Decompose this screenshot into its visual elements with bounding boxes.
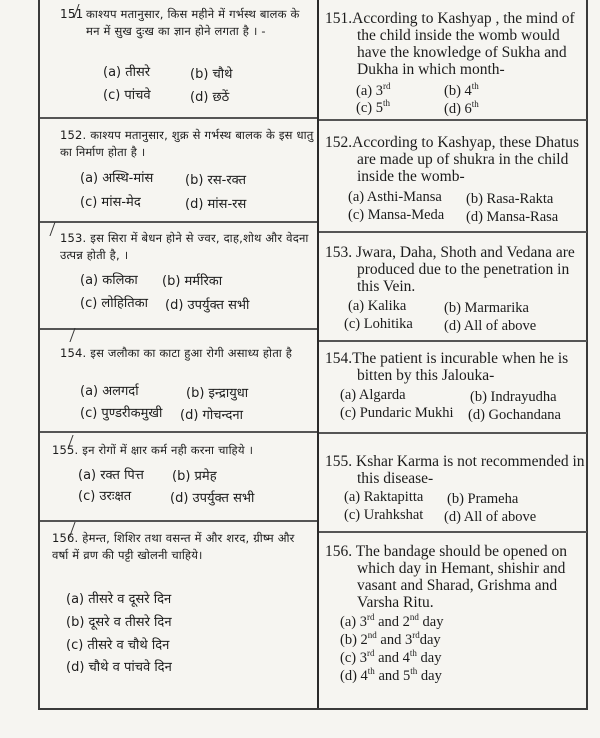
- english-option-a: (a) Raktapitta: [344, 489, 424, 505]
- hindi-option-a: (a) अस्थि-मांस: [80, 171, 154, 186]
- english-question-text: 153. Jwara, Daha, Shoth and Vedana are produced due to the penetration in this Vein.: [325, 244, 575, 295]
- english-question-text: 156. The bandage should be opened on which day in Hemant, shishir and vasant and Sharad, Grishma and Varsha Ritu.: [325, 543, 568, 611]
- english-option-d: (d) All of above: [444, 318, 537, 334]
- english-option-c: (c) Urahkshat: [344, 507, 424, 523]
- hindi-option-b: (b) इन्द्रायुधा: [186, 386, 249, 401]
- hindi-question-text: 153. इस सिरा में बेधन होने से ज्वर, दाह,शोथ और वेदना उत्पन्न होती है, ।: [60, 231, 309, 262]
- hindi-option-d: (d) छठें: [190, 90, 230, 105]
- english-option-c: (c) Pundaric Mukhi: [340, 405, 454, 421]
- english-option-c: (c) 5th: [356, 98, 390, 116]
- english-option-d: (d) All of above: [444, 509, 537, 525]
- hindi-option-a: (a) अलगर्दा: [80, 384, 139, 399]
- separator: [40, 431, 317, 433]
- english-question-text: 154.The patient is incurable when he is bitten by this Jalouka-: [325, 350, 569, 384]
- hindi-option-d: (d) मांस-रस: [185, 197, 247, 212]
- hindi-question-text: 154. इस जलौका का काटा हुआ रोगी असाध्य होता है: [60, 346, 293, 360]
- hindi-option-b: (b) रस-रक्त: [185, 173, 247, 188]
- separator: [319, 340, 587, 342]
- english-question-text: 155. Kshar Karma is not recommended in this disease-: [325, 453, 585, 487]
- english-option-b: (b) 4th: [444, 81, 479, 99]
- english-option-a: (a) Asthi-Mansa: [348, 189, 442, 205]
- hindi-option-a: (a) तीसरे व दूसरे दिन: [66, 592, 172, 607]
- hindi-option-b: (b) दूसरे व तीसरे दिन: [66, 615, 172, 630]
- left-border: [38, 0, 40, 710]
- english-option-c: (c) Mansa-Meda: [348, 207, 445, 223]
- hindi-question-text: काश्यप मतानुसार, किस महीने में गर्भस्थ बालक के मन में सुख दुःख का ज्ञान होने लगता है । -: [86, 7, 300, 38]
- english-option-b: (b) 2nd and 3rdday: [340, 630, 441, 648]
- hindi-option-c: (c) तीसरे व चौथे दिन: [66, 638, 170, 653]
- english-option-a: (a) 3rd and 2nd day: [340, 612, 444, 630]
- column-divider: [317, 0, 319, 710]
- hindi-option-d: (d) उपर्युक्त सभी: [165, 298, 250, 313]
- hindi-option-d: (d) उपर्युक्त सभी: [170, 491, 255, 506]
- english-option-a: (a) Kalika: [348, 298, 407, 314]
- english-question-text: 152.According to Kashyap, these Dhatus are made up of shukra in the child inside the womb-: [325, 134, 579, 185]
- hindi-option-a: (a) तीसरे: [103, 65, 151, 80]
- hindi-question-text: 156. हेमन्त, शिशिर तथा वसन्त में और शरद, ग्रीष्म और वर्षा में व्रण की पट्टी खोलनी चाहिये।: [52, 531, 295, 562]
- english-option-c: (c) 3rd and 4th day: [340, 648, 442, 666]
- separator: [40, 221, 317, 223]
- hindi-option-d: (d) चौथे व पांचवे दिन: [66, 660, 172, 675]
- hindi-option-a: (a) रक्त पित्त: [78, 468, 144, 483]
- hindi-option-c: (c) उरःक्षत: [78, 489, 132, 504]
- hindi-option-c: (c) पुण्डरीकमुखी: [80, 406, 163, 421]
- english-option-b: (b) Marmarika: [444, 300, 529, 316]
- hindi-option-b: (b) मर्मरिका: [162, 274, 223, 289]
- english-option-a: (a) Algarda: [340, 387, 406, 403]
- english-option-b: (b) Rasa-Rakta: [466, 191, 554, 207]
- hindi-option-c: (c) पांचवे: [103, 88, 151, 103]
- english-option-d: (d) 4th and 5th day: [340, 666, 442, 684]
- question-number: 151: [60, 7, 84, 21]
- hindi-option-c: (c) लोहितिका: [80, 296, 149, 311]
- separator: [319, 432, 587, 434]
- separator: [40, 117, 317, 119]
- separator: [319, 531, 587, 533]
- hindi-option-d: (d) गोचन्दना: [180, 408, 243, 423]
- bottom-border: [38, 708, 588, 710]
- english-option-b: (b) Prameha: [447, 491, 519, 507]
- english-option-d: (d) 6th: [444, 99, 479, 117]
- hindi-question-text: 155. इन रोगों में क्षार कर्म नही करना चाहिये ।: [52, 443, 254, 457]
- english-option-d: (d) Mansa-Rasa: [466, 209, 559, 225]
- hindi-question-text: 152. काश्यप मतानुसार, शुक्र से गर्भस्थ बालक के इस धातु का निर्माण होता है ।: [60, 128, 314, 159]
- english-option-b: (b) Indrayudha: [470, 389, 557, 405]
- hindi-option-b: (b) चौथे: [190, 67, 233, 82]
- english-question-text: 151.According to Kashyap , the mind of the child inside the womb would have the knowledge of Sukha and Dukha in which month-: [325, 10, 575, 78]
- hindi-option-c: (c) मांस-मेद: [80, 195, 141, 210]
- hindi-option-a: (a) कलिका: [80, 273, 138, 288]
- separator: [319, 119, 587, 121]
- english-option-d: (d) Gochandana: [468, 407, 561, 423]
- hindi-option-b: (b) प्रमेह: [172, 469, 217, 484]
- english-option-a: (a) 3rd: [356, 81, 391, 99]
- separator: [319, 231, 587, 233]
- check-mark-icon: [69, 328, 97, 342]
- english-option-c: (c) Lohitika: [344, 316, 413, 332]
